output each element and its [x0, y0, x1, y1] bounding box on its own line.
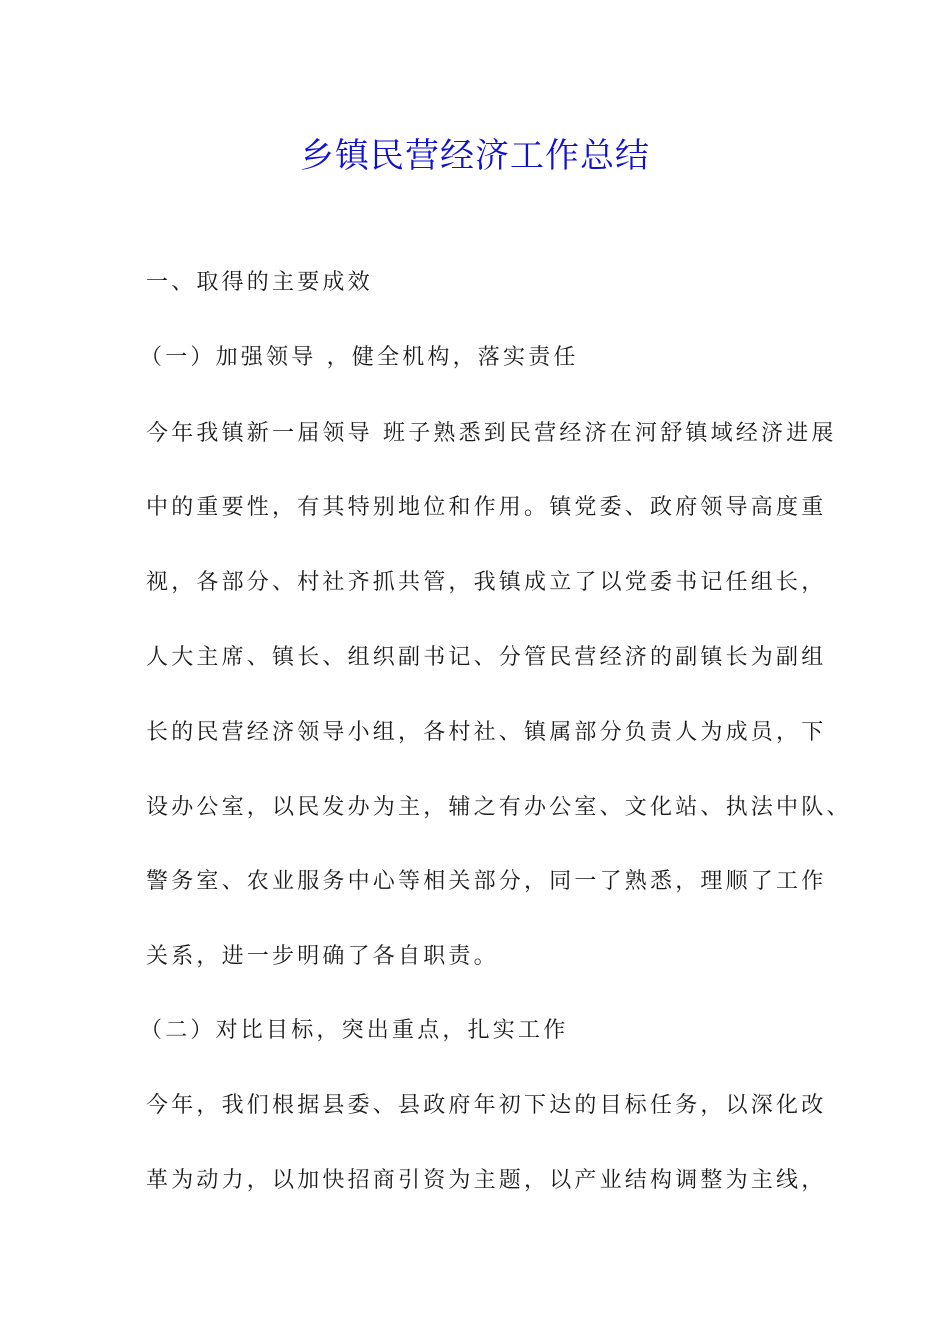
paragraph-line: 关系，进一步明确了各自职责。 — [146, 944, 499, 969]
paragraph-line: 革为动力，以加快招商引资为主题，以产业结构调整为主线， — [146, 1168, 827, 1193]
document-title: 乡镇民营经济工作总结 — [300, 136, 650, 176]
paragraph-line: 警务室、农业服务中心等相关部分，同一了熟悉，理顺了工作 — [146, 869, 827, 894]
subsection-heading-2: （二）对比目标，突出重点，扎实工作 — [140, 1018, 569, 1043]
paragraph-line: 今年我镇新一届领导 班子熟悉到民营经济在河舒镇域经济进展 — [146, 421, 837, 446]
paragraph-line: 设办公室，以民发办为主，辅之有办公室、文化站、执法中队、 — [146, 795, 852, 820]
paragraph-line: 长的民营经济领导小组，各村社、镇属部分负责人为成员，下 — [146, 720, 827, 745]
paragraph-line: 今年，我们根据县委、县政府年初下达的目标任务，以深化改 — [146, 1093, 827, 1118]
section-heading-1: 一、取得的主要成效 — [146, 270, 373, 295]
paragraph-line: 视，各部分、村社齐抓共管，我镇成立了以党委书记任组长， — [146, 570, 827, 595]
paragraph-line: 人大主席、镇长、组织副书记、分管民营经济的副镇长为副组 — [146, 645, 827, 670]
paragraph-line: 中的重要性，有其特别地位和作用。镇党委、政府领导高度重 — [146, 495, 827, 520]
subsection-heading-1: （一）加强领导 ，健全机构，落实责任 — [140, 345, 579, 370]
